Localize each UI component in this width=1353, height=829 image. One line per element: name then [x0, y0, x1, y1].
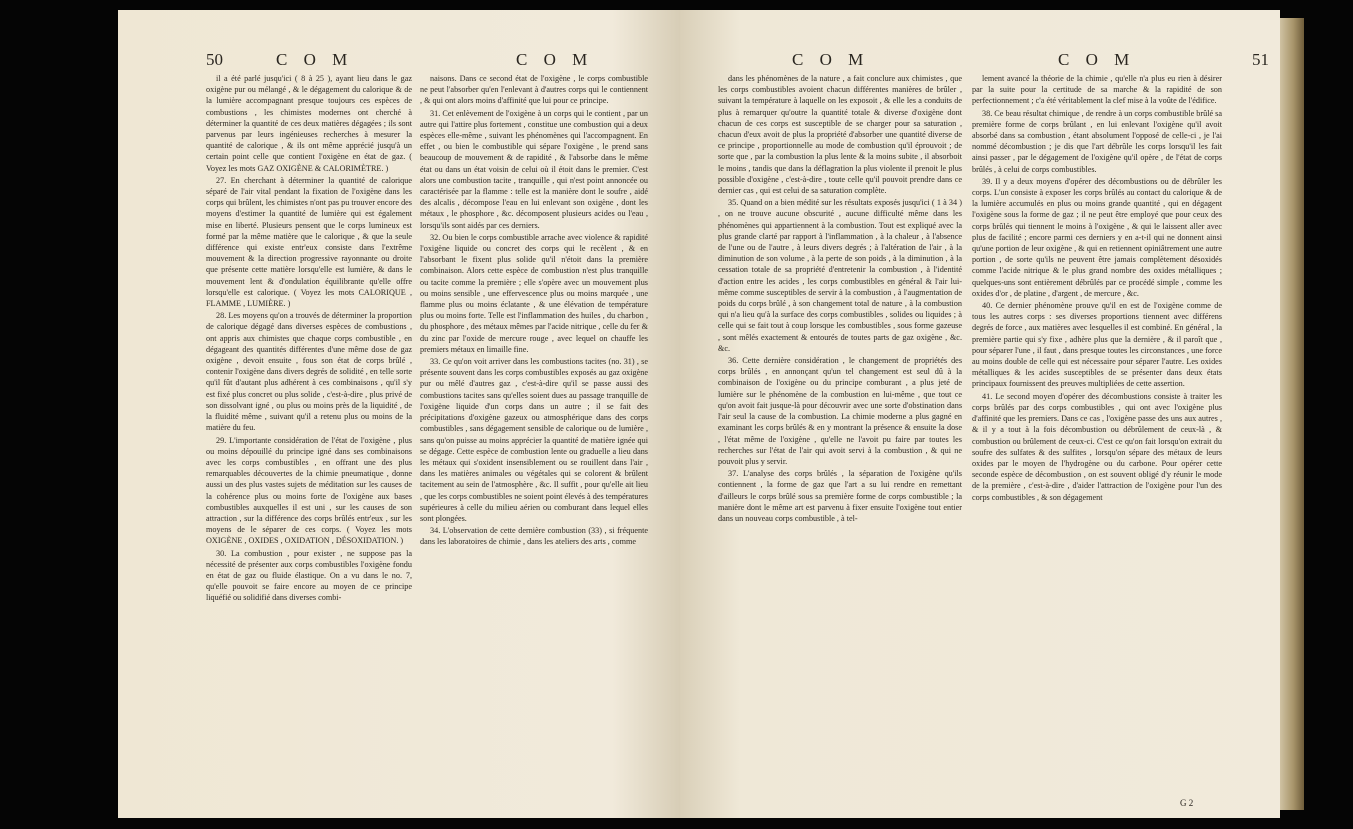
paragraph: 39. Il y a deux moyens d'opérer des décombustions ou de débrûler les corps. L'un consiste à exposer les corps brûlés au contact du calorique & de la lumière accumulés en plus ou moins grande quantité , qui en dégagent l'oxigène sous la forme de gaz ; il ne peut être employé que pour ceux des corps brûlés qui tiennent le moins à l'oxigène , & qui le laissent aller avec plus de facilité ; encore parmi ces derniers y en a-t-il qui ne donnent ainsi qu'une portion de leur oxigène , & qui en retiennent opiniâtrement une autre portion , de sorte qu'ils ne peuvent être jamais complètement désoxidés comme l'acide nitrique & le plus grand nombre des oxides métalliques ; quelques-uns sont entièrement débrûlés par ce procédé simple , comme les oxides d'or , de platine , d'argent , de mercure , &c.: [972, 176, 1222, 298]
left-page-number: 50: [206, 50, 223, 69]
right-column-1: [718, 73, 962, 808]
paragraph: 30. La combustion , pour exister , ne suppose pas la nécessité de présenter aux corps combustibles l'oxigène fondu en état de gaz ou fluide élastique. On a vu dans le no. 7, qu'elle pouvoit se faire encore au moyen de ce principe liquéfié ou solidifié dans diverses combi-: [206, 548, 412, 603]
paragraph: 35. Quand on a bien médité sur les résultats exposés jusqu'ici ( 1 à 34 ) , on ne trouve aucune obscurité , aucune difficulté même dans les phénomènes qui appartiennent à la combustion. Tout est expliqué avec la plus grande clarté par rapport à l'inflammation , à la chaleur , à l'absence de l'une ou de l'autre , à leurs divers degrés ; à l'altération de l'air , à la diminution de son volume , à la perte de son poids , à la diminution , à la cessation totale de sa propriété d'entretenir la combustion , à l'identité d'action entre les acides , les corps combustibles en général & l'air lui-même comme susceptibles de servir à la combustion , à l'augmentation de poids du corps brûlé , à son changement total de nature , à la combustion qui n'a lieu qu'à la surface des corps combustibles , solides ou liquides ; à celle qui se fait tout à coup lorsque les combustibles , sous forme gazeuse , sont mêlés exactement & entourés de toutes parts de gaz oxigène , &c. &c.: [718, 198, 962, 353]
paragraph: lement avancé la théorie de la chimie , qu'elle n'a plus eu rien à désirer par la suite pour la certitude de sa marche & la rapidité de son perfectionnement ; c'a été véritablement la clef mise à la voûte de l'édifice.: [972, 74, 1222, 106]
right-column-2: [972, 73, 1222, 795]
right-page: [680, 10, 1280, 818]
paragraph: 38. Ce beau résultat chimique , de rendre à un corps combustible brûlé sa première forme de corps brûlant , en lui enlevant l'oxigène qu'il avoit absorbé dans sa combustion , étant absolument l'opposé de celle-ci , je l'ai nommé décombustion ; je dis que l'art débrûle les corps lorsqu'il les fait ainsi passer , par le dégagement de l'oxigène qu'il opère , de l'état de corps brûlés , à celui de corps combustibles.: [972, 108, 1222, 174]
paragraph: 34. L'observation de cette dernière combustion (33) , si fréquente dans les laboratoires de chimie , dans les ateliers des arts , comme: [420, 526, 648, 547]
right-page-number: 51: [1252, 50, 1269, 69]
paragraph: 36. Cette dernière considération , le changement de propriétés des corps brûlés , en annonçant qu'un tel changement est seul dû à la combinaison de l'oxigène ou du principe comburant , a plus jeté de lumière sur le phénomène de la combustion en lui-même , que tout ce qu'on avoit fait jusque-là pour découvrir avec une sorte d'obstination dans l'air seul la cause de la combustion. La chimie moderne a plus gagné en examinant les corps brûlés & en y montrant la présence & ensuite la dose , l'état même de l'oxigène , qu'elle ne l'avoit pu faire par toutes les recherches sur l'état de l'air qui avoit servi à la combustion , & qui ne pouvoit plus y servir.: [718, 356, 962, 466]
paragraph: 32. Ou bien le corps combustible arrache avec violence & rapidité l'oxigène liquide ou concret des corps qui le recèlent , & en l'absorbant le fixent plus solide qu'il n'étoit dans la première combinaison. Alors cette espèce de combustion n'est plus tranquille ou tacite comme la première ; elle s'opère avec un mouvement plus ou moins sensible , une effervescence plus ou moins marquée , une flamme plus ou moins éclatante , & une élévation de température plus ou moins forte. Telle est l'inflammation des huiles , du charbon , du phosphore , des métaux mêmes par l'acide nitrique , celle du fer & du zinc par l'oxide de mercure rouge , avec lequel on chauffe les premiers métaux en limaille fine.: [420, 232, 648, 354]
paragraph: naisons. Dans ce second état de l'oxigène , le corps combustible ne peut l'absorber qu'en l'enlevant à d'autres corps qui le contiennent , & qui ont alors moins d'affinité que lui pour ce principe.: [420, 74, 648, 106]
right-running-head-1: C O M: [792, 50, 870, 69]
page-edges: [1280, 18, 1304, 810]
left-column-2: [420, 73, 648, 808]
paragraph: 33. Ce qu'on voit arriver dans les combustions tacites (no. 31) , se présente souvent dans les corps combustibles exposés au gaz oxigène pur ou mêlé d'autres gaz , c'est-à-dire qu'il se passe aussi des combustions tacites sans qu'elles soient dues au passage tranquille de l'oxigène liquide d'un corps dans un autre ; il se fait des précipitations d'oxigène gazeux ou atmosphérique dans des corps combustibles , sans dégagement sensible de calorique ou de lumière , sans qu'on puisse au moins apprécier la quantité de matière ignée qui se dégage. Cette espèce de combustion lente ou graduelle a lieu dans les métaux qui s'oxident insensiblement ou se rouillent dans l'air , dans les matières animales ou végétales qui se colorent & brûlent tacitement au sein de l'atmosphère , &c. Il suffit , pour qu'elle ait lieu , que les corps combustibles ne soient point élevés à des températures supérieures à celle du milieu aérien ou comburant dans lequel elles sont plongées.: [420, 357, 648, 523]
signature-mark: G 2: [1180, 798, 1194, 808]
left-running-head-1: C O M: [276, 50, 354, 69]
paragraph: 37. L'analyse des corps brûlés , la séparation de l'oxigène qu'ils contiennent , la forme de gaz que l'art a su lui rendre en remettant d'ailleurs le corps brûlé sous sa première forme de corps combustible ; la manière dont le même art est parvenu à fixer ensuite l'oxigène tout entier dans un nouveau corps combustible , à tel-: [718, 469, 962, 523]
right-running-head-2: C O M: [1058, 50, 1136, 69]
left-running-head-2: C O M: [516, 50, 594, 69]
paragraph: 28. Les moyens qu'on a trouvés de déterminer la proportion de calorique dégagé dans diverses espèces de combustions , ont appris aux chimistes que chaque corps combustible , en dégageant des quantités différentes d'une même dose de gaz oxigène , devoit ensuite , fous son état de corps brûlé , contenir l'oxigène dans divers degrés de solidité , en telle sorte qu'il fût d'autant plus adhérent à ces combinaisons , qu'il s'y est fixé plus concret ou plus solide , c'est-à-dire , plus privé de son dissolvant igné , ou plus ou moins près de la liquidité , de la fluidité même , suivant qu'il a retenu plus ou moins de la matière du feu.: [206, 311, 412, 433]
paragraph: il a été parlé jusqu'ici ( 8 à 25 ), ayant lieu dans le gaz oxigène pur ou mélangé , & le dégagement du calorique & de la lumière accompagnant presque toujours ces espèces de combustions , les chimistes modernes ont cherché à déterminer la quantité de ces deux matières dégagées ; ils sont parvenus par leurs ingénieuses recherches à mesurer la quantité de calorique , & ils ont même apprécié jusqu'à un certain point celle que contient l'oxigène en état de gaz. ( Voyez les mots GAZ OXIGÈNE & CALORIMÈTRE. ): [206, 74, 412, 173]
paragraph: dans les phénomènes de la nature , a fait conclure aux chimistes , que les corps combustibles avoient chacun différentes manières de brûler , suivant la température à laquelle on les exposoit , & elle les a conduits de plus à remarquer qu'outre la quantité totale & diverse d'oxigène dont chacun de ces corps est susceptible de se charger pour sa saturation , chacun d'eux avoit de plus la propriété d'absorber une quantité diverse de ce principe , proportionnelle au mode de combustion qu'il éprouvoit ; de sorte que , par la combustion la plus lente & la moins subite , il absorboit le moins , tandis que dans la déflagration la plus violente il prenoit le plus possible d'oxigène , c'est-à-dire , toute celle qu'il pouvoit prendre dans ce dernier cas , qui est celui de sa saturation complète.: [718, 74, 962, 196]
paragraph: 31. Cet enlèvement de l'oxigène à un corps qui le contient , par un autre qui l'attire plus fortement , constitue une combustion qui a deux espèces elle-même , suivant les phénomènes qui l'accompagnent. En effet , ou bien le combustible qui sépare l'oxigène , le prend sans beaucoup de mouvement & de rapidité , & l'absorbe dans le même état ou dans un état voisin de celui où il étoit dans le premier. C'est alors une combustion tacite , tranquille , qui n'est point annoncée ou caractérisée par la flamme : telle est la manière dont le soufre , aidé des alcalis , décompose l'eau en lui enlevant son oxigène , dont les métaux , le phosphore , &c. décomposent plusieurs acides ou l'eau , lorsqu'ils sont aidés par ces derniers.: [420, 108, 648, 230]
paragraph: 40. Ce dernier phénomène prouve qu'il en est de l'oxigène comme de tous les autres corps : ses diverses proportions tiennent avec différens degrés de force , aux matières avec lesquelles il est combiné. En général , la première partie qui s'y fixe , adhère plus que la dernière , & il paroît que , pour séparer l'une , il faut , dans presque toutes les circonstances , une force au moins double de celle qui est nécessaire pour séparer l'autre. Les oxides métalliques & les acides susceptibles de se présenter dans deux états principaux fournissent des preuves multipliées de cette assertion.: [972, 301, 1222, 389]
left-page: [118, 10, 680, 818]
paragraph: 41. Le second moyen d'opérer des décombustions consiste à traiter les corps brûlés par des corps combustibles , qui ont avec l'oxigène plus d'affinité que les premiers. Dans ce cas , l'oxigène passe des uns aux autres , & il y a tout à la fois décombustion ou débrûlement de ceux-là , & combustion ou brûlement de ceux-ci. C'est ce qu'on fait lorsqu'on extrait du soufre des sulfates & des sulfites , lorsqu'on sépare des métaux de leurs oxides par le moyen de l'hydrogène ou du carbone. Pour opérer cette seconde espèce de décombustion , on est souvent obligé d'y réunir le mode de la première , c'est-à-dire , d'aider l'attraction de l'oxigène pour l'un des corps combustibles , & son dégagement: [972, 391, 1222, 502]
paragraph: 29. L'importante considération de l'état de l'oxigène , plus ou moins dépouillé du principe igné dans ses combinaisons avec les corps combustibles , en offrant une des plus remarquables découvertes de la chimie pneumatique , donne aussi un des plus vastes sujets de méditation sur les causes de la cohérence plus ou moins forte de l'oxigène aux bases combustibles auxquelles il est uni , sur les causes de son attraction , sur la différence des corps brûlés entr'eux , sur les moyens de le séparer de ces corps. ( Voyez les mots OXIGÈNE , OXIDES , OXIDATION , DÉSOXIDATION. ): [206, 435, 412, 546]
paragraph: 27. En cherchant à déterminer la quantité de calorique séparé de l'air vital pendant la fixation de l'oxigène dans les corps qui brûlent, les chimistes n'ont pas pu trouver encore des moyens d'estimer la quantité de lumière qui est également mise en liberté. Plusieurs pensent que le corps lumineux est formé par la même matière que le calorique , & que la seule différence qui existe entr'eux consiste dans l'extrême mouvement & la direction progressive rayonnante ou droite que présente cette matière lorsqu'elle est lumière, & dans le mouvement lent & d'ondulation équilibrante qu'elle offre lorsqu'elle est calorique. ( Voyez les mots CALORIQUE , FLAMME , LUMIÈRE. ): [206, 175, 412, 309]
left-column-1: [206, 73, 412, 808]
